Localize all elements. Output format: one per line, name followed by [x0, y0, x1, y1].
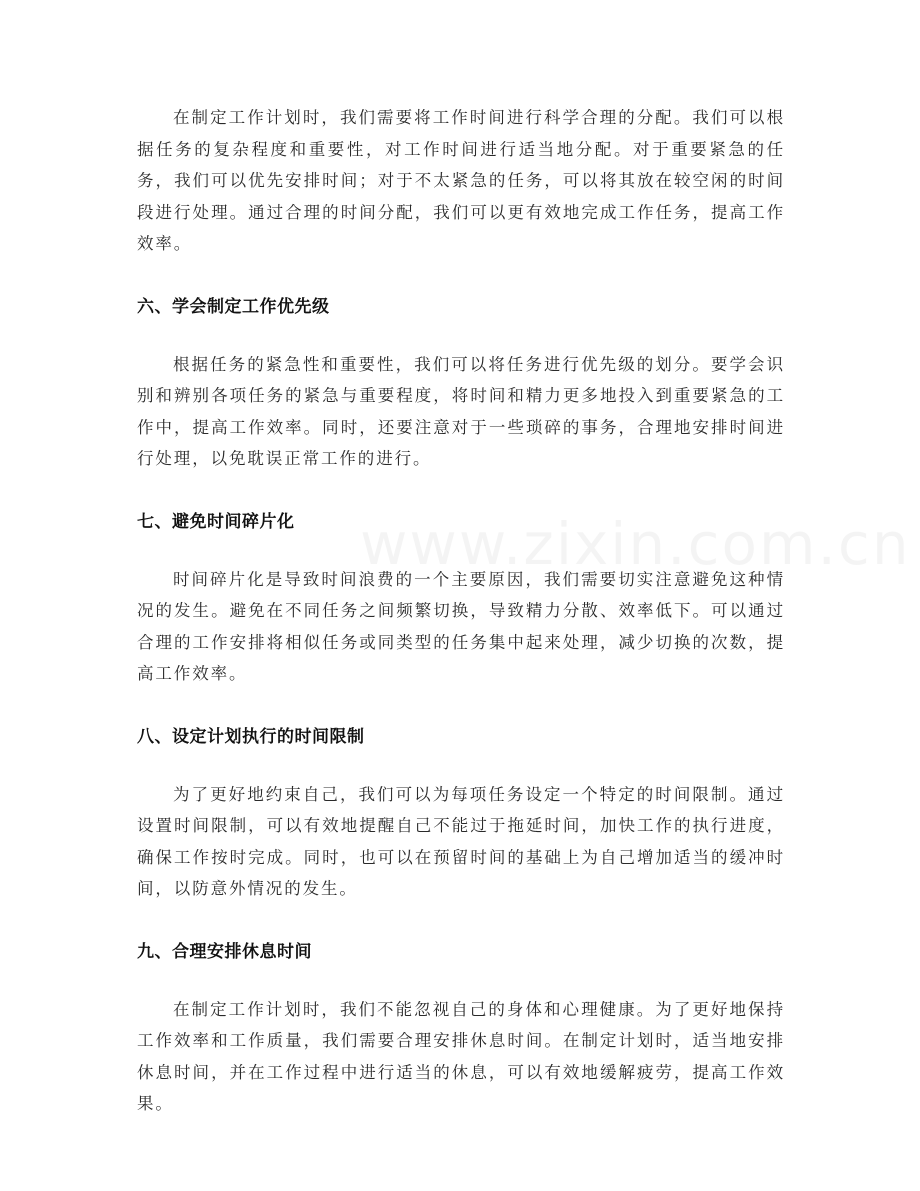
paragraph-section-7: 时间碎片化是导致时间浪费的一个主要原因，我们需要切实注意避免这种情况的发生。避免在不同任务之间频繁切换，导致精力分散、效率低下。可以通过合理的工作安排将相似任务或同类型的任务集中起来处理，减少切换的次数，提高工作效率。	[137, 569, 785, 683]
paragraph-section-9: 在制定工作计划时，我们不能忽视自己的身体和心理健康。为了更好地保持工作效率和工作质量，我们需要合理安排休息时间。在制定计划时，适当地安排休息时间，并在工作过程中进行适当的休息，可以有效地缓解疲劳，提高工作效果。	[137, 999, 785, 1113]
heading-section-6: 六、学会制定工作优先级	[137, 296, 330, 317]
heading-section-7: 七、避免时间碎片化	[137, 511, 295, 532]
paragraph-section-6: 根据任务的紧急性和重要性，我们可以将任务进行优先级的划分。要学会识别和辨别各项任务的紧急与重要程度，将时间和精力更多地投入到重要紧急的工作中，提高工作效率。同时，还要注意对于一些琐碎的事务，合理地安排时间进行处理，以免耽误正常工作的进行。	[137, 354, 785, 468]
heading-section-9: 九、合理安排休息时间	[137, 941, 312, 962]
paragraph-section-8: 为了更好地约束自己，我们可以为每项任务设定一个特定的时间限制。通过设置时间限制，可以有效地提醒自己不能过于拖延时间，加快工作的执行进度，确保工作按时完成。同时，也可以在预留时间的基础上为自己增加适当的缓冲时间，以防意外情况的发生。	[137, 784, 785, 898]
document-body	[137, 102, 785, 1120]
paragraph-intro: 在制定工作计划时，我们需要将工作时间进行科学合理的分配。我们可以根据任务的复杂程度和重要性，对工作时间进行适当地分配。对于重要紧急的任务，我们可以优先安排时间；对于不太紧急的任务，可以将其放在较空闲的时间段进行处理。通过合理的时间分配，我们可以更有效地完成工作任务，提高工作效率。	[137, 108, 785, 253]
heading-section-8: 八、设定计划执行的时间限制	[137, 726, 365, 747]
